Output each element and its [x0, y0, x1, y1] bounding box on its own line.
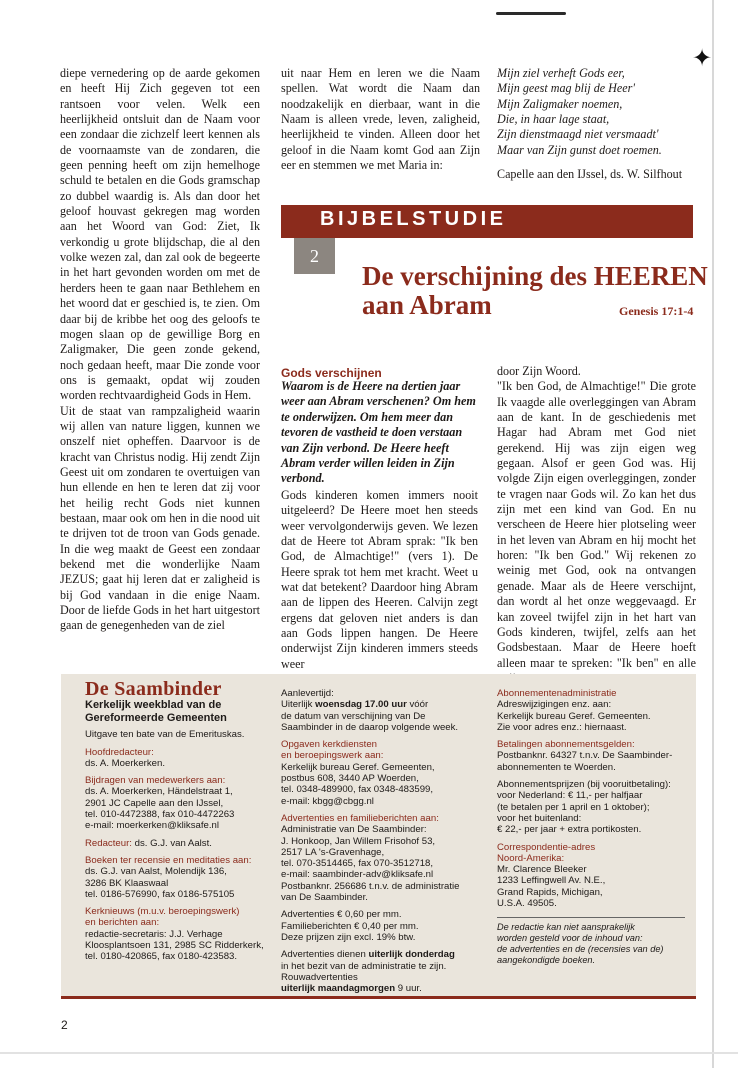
page-number: 2	[61, 1018, 68, 1032]
ad-deadline	[281, 949, 493, 994]
poem-line: Zijn dienstmaagd niet versmaadt'	[497, 127, 659, 142]
subscriptions-address: Adreswijzigingen enz. aan: Kerkelijk bureau Geref. Gemeenten. Zie voor adres enz.: hiernaast.	[497, 699, 651, 733]
ad-deadline-text: in het bezit van de administratie te zijn. Rouwadvertenties	[281, 960, 447, 983]
contributions-address: ds. A. Moerkerken, Händelstraat 1, 2901 JC Capelle aan den IJssel, tel. 010-4472388, fax 010-4472263 e-mail: moerkerken@kliksafe.nl	[85, 786, 235, 832]
paragraph: door Zijn Woord.	[497, 364, 581, 378]
divider	[497, 917, 685, 918]
poem-line: Die, in haar lage staat,	[497, 112, 610, 127]
poem-line: Mijn Zaligmaker noemen,	[497, 96, 623, 111]
bible-reference: Genesis 17:1-4	[619, 304, 694, 318]
section-label: BIJBELSTUDIE	[320, 208, 507, 230]
poem-line: Mijn geest mag blij de Heer'	[497, 81, 635, 96]
column-1	[60, 66, 260, 634]
scan-artifact-top	[496, 12, 566, 15]
colophon-column-3	[497, 688, 693, 966]
payments-info: Postbanknr. 64327 t.n.v. De Saambinder- abonnementen te Woerden.	[497, 750, 673, 773]
colophon-column-2	[281, 688, 493, 994]
author-signature: Capelle aan den IJssel, ds. W. Silfhout	[497, 167, 683, 181]
column-2	[281, 66, 480, 173]
delivery-time	[281, 688, 493, 733]
editor-name: ds. A. Moerkerken.	[85, 757, 165, 769]
correspondence-address: Mr. Clarence Bleeker 1233 Leffingwell Av. N.E., Grand Rapids, Michigan, U.S.A. 49505.	[497, 864, 606, 910]
books-label: Boeken ter recensie en meditaties aan:	[85, 854, 252, 866]
article-subheading: Gods verschijnen	[281, 366, 382, 380]
article-title-line: aan Abram	[362, 290, 492, 320]
subscriptions-label: Abonnementenadministratie	[497, 688, 617, 699]
paragraph: uit naar Hem en leren we die Naam spellen. Wat wordt die Naam dan noodzakelijk en dierbaar, want in die Naam is alleen vrede, leven, zaligheid, heerlijkheid te vinden. Alleen door het geloof in die Naam komt God aan Zijn eer en stemmen we met Maria in:	[281, 66, 480, 173]
contributions-label: Bijdragen van medewerkers aan:	[85, 775, 226, 787]
article-column-left	[281, 488, 478, 672]
subscription-prices: Abonnementsprijzen (bij vooruitbetaling): voor Nederland: € 11,- per halfjaar (te betalen per 1 april en 1 oktober); voor het buitenland: € 22,- per jaar + extra portikosten.	[497, 779, 671, 836]
ads-label: Advertenties en familieberichten aan:	[281, 812, 439, 824]
delivery-time-text: Aanlevertijd: Uiterlijk	[281, 688, 334, 711]
publication-subtitle: Kerkelijk weekblad van de Gereformeerde Gemeenten	[85, 699, 227, 725]
delivery-time-text: vóór de datum van verschijning van De Saambinder in de daarop volgende week.	[281, 699, 459, 733]
scan-artifact-bottom	[0, 1052, 738, 1054]
section-number: 2	[294, 238, 335, 274]
article-title-line: De verschijning des HEEREN	[362, 261, 708, 291]
emeritus-note: Uitgave ten bate van de Emerituskas.	[85, 729, 245, 741]
services-label: Opgaven kerkdiensten en beroepingswerk aan:	[281, 739, 384, 762]
paragraph: Uit de staat van rampzaligheid waarin wij allen van nature liggen, kunnen we onszelf niet opheffen. Daarvoor is de kracht van Christus nodig. Hij zendt Zijn Geest uit om zondaren te overtuigen van hun ellende en hen te leren dat zij voor het heilig recht Gods niet kunnen bestaan, maar ook om hen in die nood uit te drijven tot de troon van Gods genade. In die weg maakt de Geest een zondaar bekend met die wonderlijke Naam JEZUS; gaat hij leren dat er zaligheid is bij God vandaan in die enige Naam. Door de liefde Gods in het hart uitgestort gaan de genegenheden van de ziel	[60, 403, 260, 633]
scan-speck-icon: ✦	[692, 46, 713, 72]
disclaimer: De redactie kan niet aansprakelijk worden gesteld voor de inhoud van: de advertenties en de (recensies van de) aangekondigde boeken.	[497, 922, 664, 966]
article-lead: Waarom is de Heere na dertien jaar weer aan Abram verschenen? Om hem te onderwijzen. Om hem meer dan tevoren de vastheid te doen verstaan van Zijn verbond. De Heere heeft Abram verder willen leiden in Zijn verbond.	[281, 379, 476, 486]
delivery-deadline: woensdag 17.00 uur	[315, 699, 407, 711]
ad-deadline-text: 9 uur.	[395, 983, 422, 995]
publication-logo: De Saambinder	[85, 678, 222, 700]
church-news-address: redactie-secretaris: J.J. Verhage Kloosplantsoen 131, 2985 SC Ridderkerk, tel. 0180-420865, fax 0180-423583.	[85, 928, 264, 963]
scan-artifact-edge	[712, 0, 714, 1068]
ads-address: Administratie van De Saambinder: J. Honkoop, Jan Willem Frisohof 53, 2517 LA 's-Gravenhage, tel. 070-3514465, fax 070-3512718, e-mail: saambinder-adv@kliksafe.nl Postbanknr. 256686 t.n.v. de administratie van De Saambinder.	[281, 824, 460, 904]
redactor-name: ds. G.J. van Aalst.	[134, 837, 212, 849]
poem-line: Maar van Zijn gunst doet roemen.	[497, 142, 662, 157]
colophon-column-1	[85, 674, 281, 969]
redactor-label: Redacteur:	[85, 837, 132, 849]
ad-deadline-text: Advertenties dienen	[281, 949, 369, 961]
services-address: Kerkelijk bureau Geref. Gemeenten, postbus 608, 3440 AP Woerden, tel. 0348-489900, fax 0348-483599, e-mail: kbgg@cbgg.nl	[281, 761, 435, 807]
ad-deadline-day: uiterlijk maandagmorgen	[281, 983, 396, 995]
paragraph: diepe vernedering op de aarde gekomen en heeft Hij Zich gegeven tot een rantsoen voor velen. Welk een heerlijkheid ontsluit dan de Naam voor een zondaar die zichzelf leert kennen als de voornaamste van de zondaren, die geen penning heeft om zijn hemelhoge schuld te betalen en die Gods gramschap zo dubbel waardig is. Als dan door het geloof houvast gekregen mag worden aan het Woord van God: Ziet, Ik verkondig u grote blijdschap, die al den volke wezen zal, dan zal ook de begeerte in het hart gevonden worden om met de herders heen te gaan naar Bethlehem en het woord dat er geschied is, te zien. Om daar bij de kribbe het oog des geloofs te mogen slaan op de gewillige Borg en Zaligmaker, Die geen zonde gekend, noch gedaan heeft, maar Die zonde voor ons is gemaakt, opdat wij zouden worden rechtvaardigheid Gods in Hem.	[60, 66, 260, 403]
colophon-box	[61, 674, 696, 999]
paragraph: "Ik ben God, de Almachtige!" Die grote Ik vaagde alle overleggingen van Abram aan de kant. In de geschiedenis met Hagar had Abram met God niet gerekend. Hij was zijn eigen weg gegaan. Alsof er geen God was. Hij volgde Zijn eigen overleggingen, zonder te vragen naar Gods wil. Zo kan het dus zijn met een kind van God. En nu verscheen de Heere hier plotseling weer in het leven van Abram en hij mocht het horen: "Ik ben God." Wij rekenen zo weinig met God, ook na ontvangen genade. Maar als de Heere verschijnt, dan wordt al het onze weggevaagd. Er kan zoveel twijfel zijn in het hart van Gods kinderen, twijfel, zelfs aan het Godsbestaan. Maar de Heere hoeft alleen maar te spreken: "Ik ben" en alle	[497, 379, 696, 670]
payments-label: Betalingen abonnementsgelden:	[497, 739, 635, 751]
article-column-right	[497, 364, 696, 686]
editor-label: Hoofdredacteur:	[85, 746, 154, 758]
church-news-label: Kerknieuws (m.u.v. beroepingswerk) en berichten aan:	[85, 906, 240, 929]
poem-line: Mijn ziel verheft Gods eer,	[497, 66, 625, 80]
correspondence-label: Correspondentie-adres Noord-Amerika:	[497, 841, 596, 864]
books-address: ds. G.J. van Aalst, Molendijk 136, 3286 BK Klaaswaal tel. 0186-576990, fax 0186-575105	[85, 866, 235, 900]
poem-verse	[497, 66, 697, 158]
paragraph: Gods kinderen komen immers nooit uitgeleerd? De Heere moet hen steeds weer vervolgonderwijs geven. We lezen dat de Heere tot Abram sprak: "Ik ben God, de Almachtige!" (vers 1). De Heere sprak tot hem met kracht. Weet u wat dat betekent? Daardoor hing Abram aan de lippen des Heeren. Calvijn zegt ergens dat geloven niet anders is dan aan Gods lippen hangen. De Heere onderwijst Zijn kinderen immers steeds weer	[281, 488, 478, 671]
ad-deadline-day: uiterlijk donderdag	[368, 949, 455, 961]
ad-prices: Advertenties € 0,60 per mm. Familieberichten € 0,40 per mm. Deze prijzen zijn excl. 19% btw.	[281, 909, 419, 943]
